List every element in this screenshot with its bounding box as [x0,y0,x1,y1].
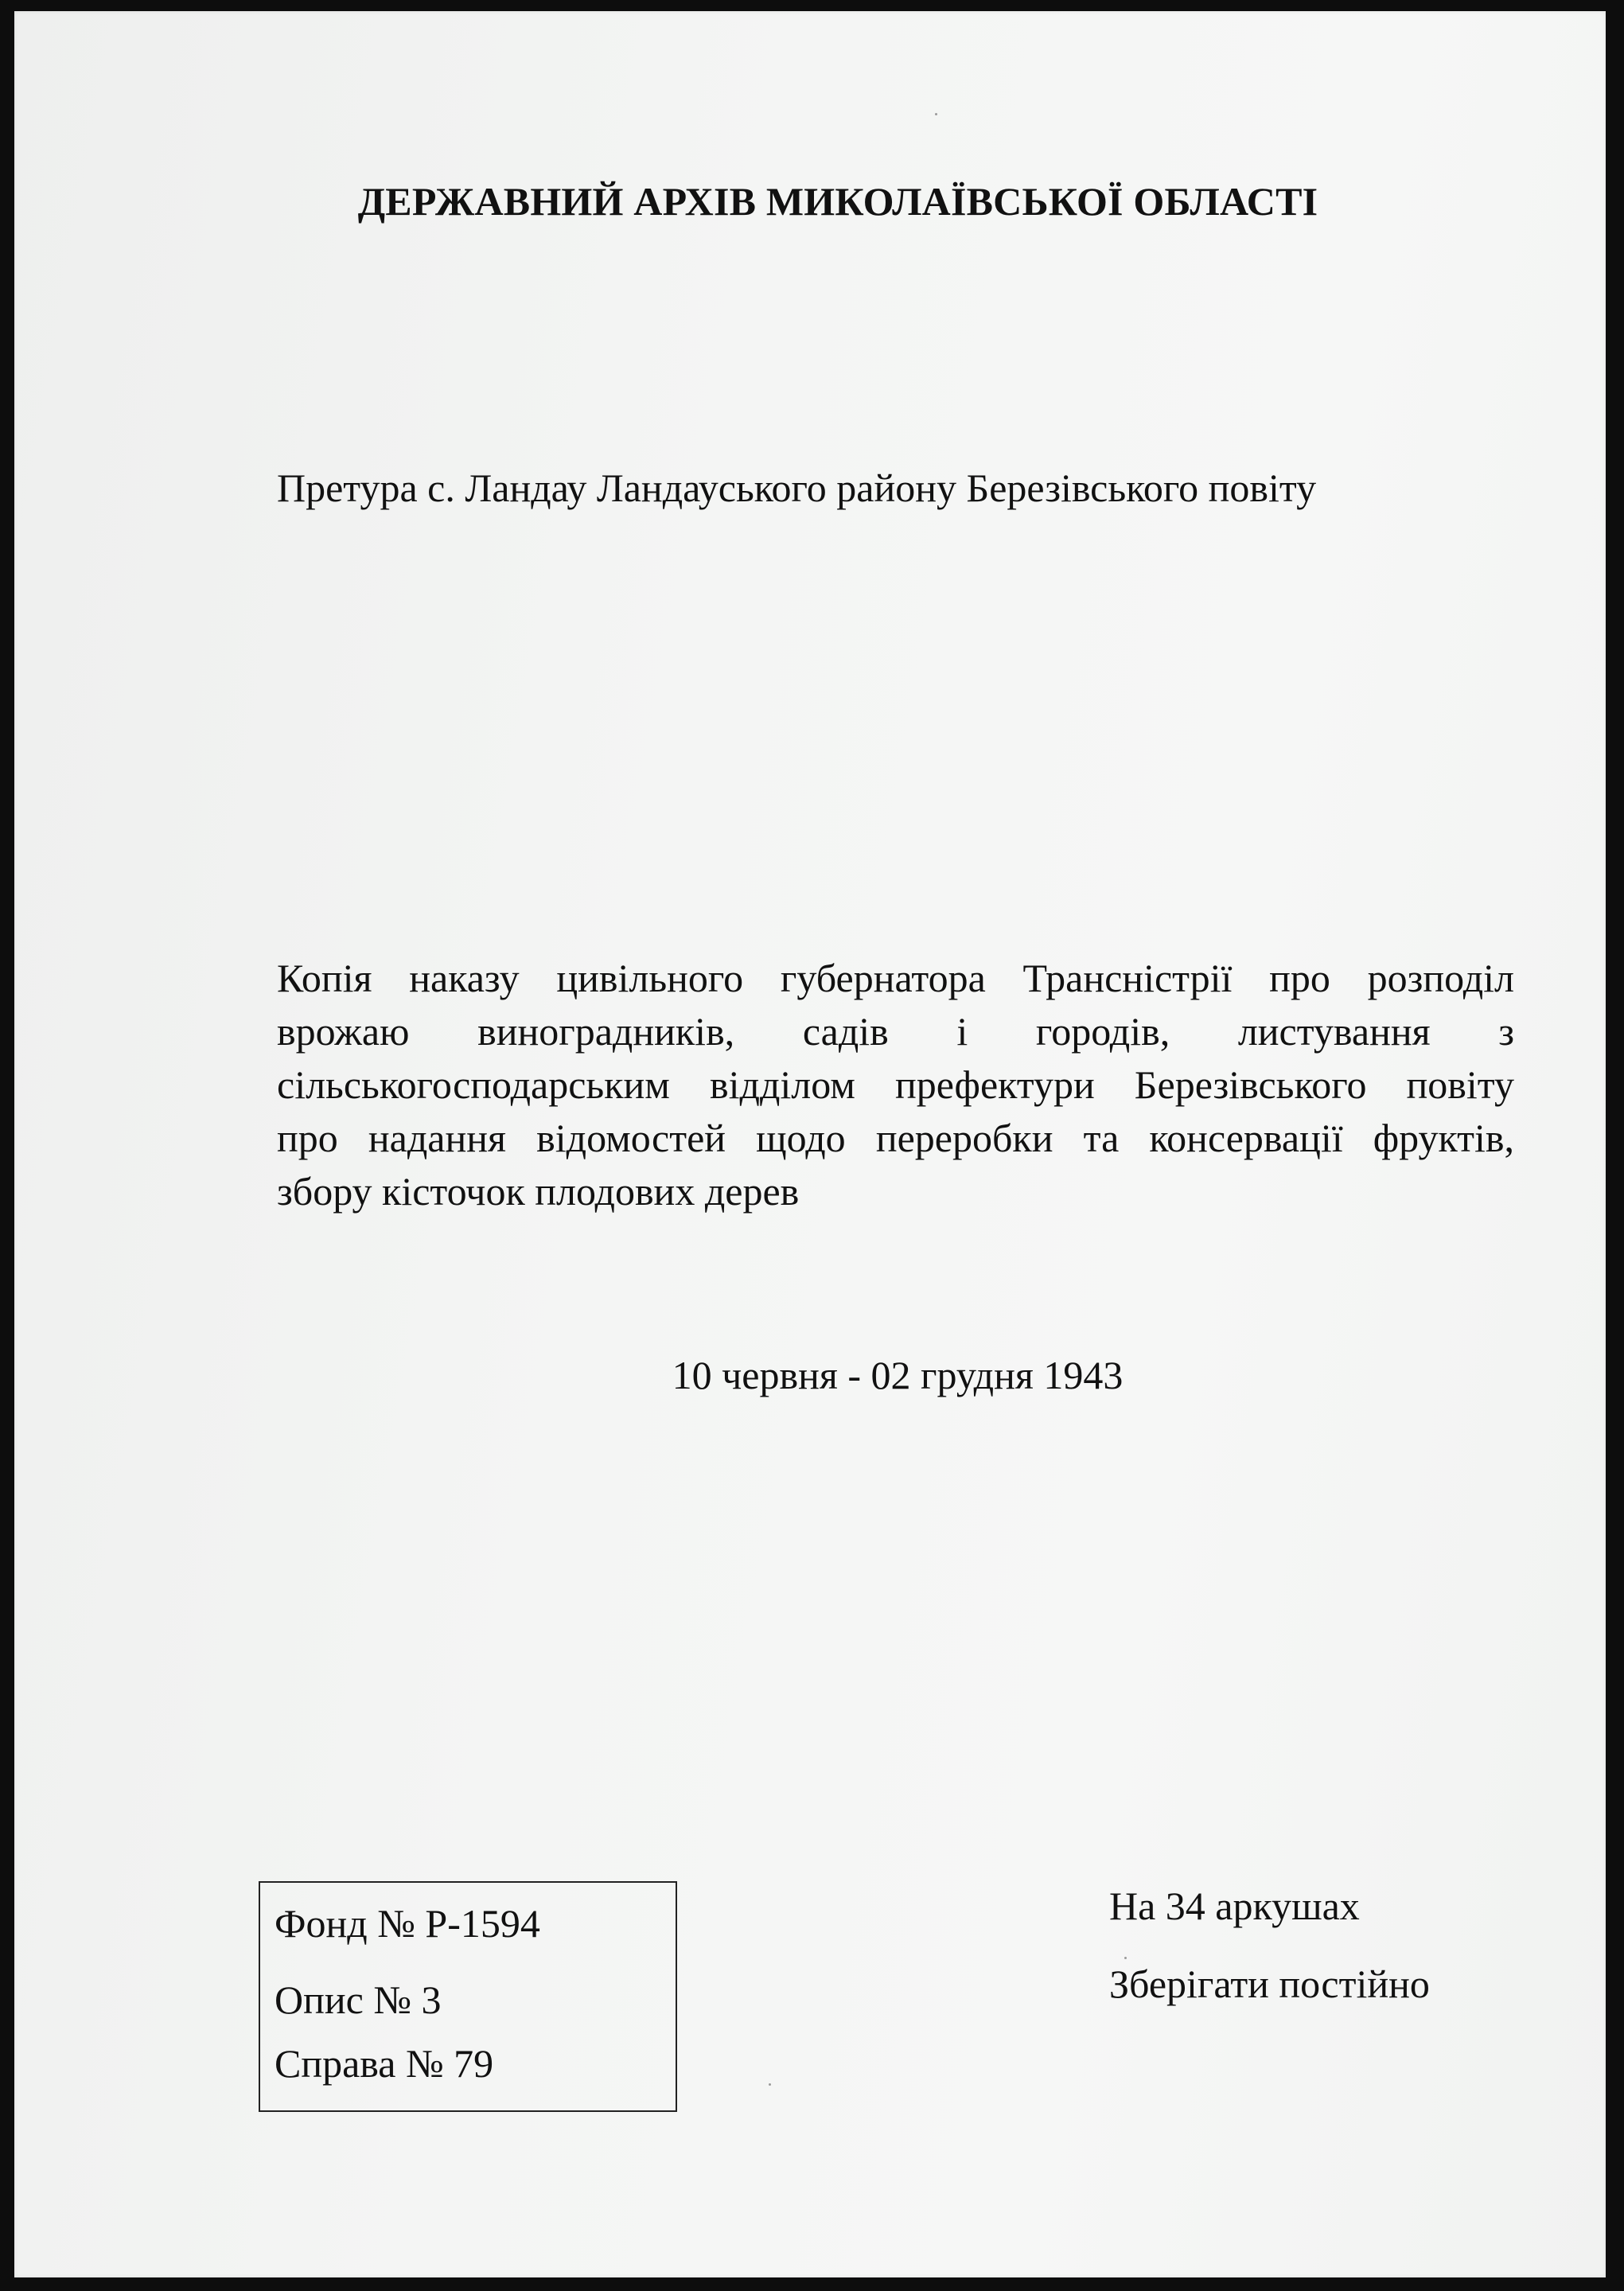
reference-box [259,1881,677,2112]
case-title-line: про надання відомостей щодо переробки та консервації фруктів, [277,1116,1514,1160]
case-title-line: збору кісточок плодових дерев [277,1169,800,1214]
sheet-count: На 34 аркушах [1109,1884,1360,1928]
storage-term: Зберігати постійно [1109,1962,1430,2006]
case-title-line: врожаю виноградників, садів і городів, листування з [277,1009,1514,1054]
inventory-number: Опис № 3 [275,1977,442,2022]
case-title-line: сільськогосподарським відділом префектури Березівського повіту [277,1062,1514,1107]
case-number: Справа № 79 [275,2041,494,2086]
scan-speck [935,113,937,115]
case-title-line: Копія наказу цивільного губернатора Трансністрії про розподіл [277,956,1514,1000]
scan-speck [1124,1957,1127,1959]
fund-number: Фонд № Р-1594 [275,1901,540,1946]
fund-owner: Претура с. Ландау Ландауського району Березівського повіту [277,466,1317,510]
archive-title: ДЕРЖАВНИЙ АРХІВ МИКОЛАЇВСЬКОЇ ОБЛАСТІ [357,179,1318,224]
storage-notes [1109,1883,1430,2006]
document-page [14,11,1606,2277]
date-range: 10 червня - 02 грудня 1943 [672,1353,1124,1397]
case-title [277,952,1514,1218]
scan-speck [769,2083,771,2086]
